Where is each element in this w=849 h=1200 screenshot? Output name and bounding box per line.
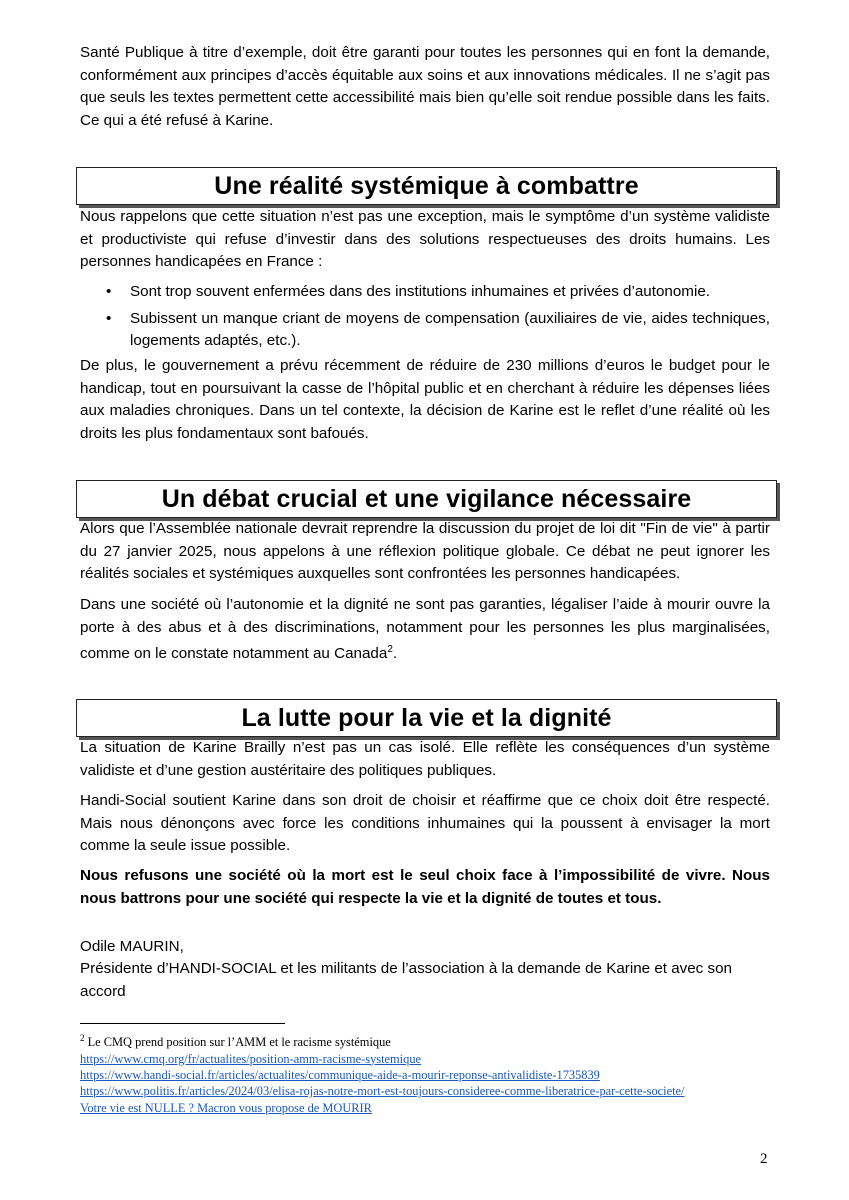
footnote-link-handi-social[interactable]: https://www.handi-social.fr/articles/actualites/communique-aide-a-mourir-reponse-antivalidiste-1735839 bbox=[80, 1067, 600, 1082]
intro-paragraph: Santé Publique à titre d’exemple, doit être garanti pour toutes les personnes qui en font la demande, conformément aux principes d’accès équitable aux soins et aux innovations médicales. Il ne s’agit pas que seuls les textes permettent cette accessibilité mais bien qu’elle soit rendue possible dans les faits. Ce qui a été refusé à Karine. bbox=[80, 44, 770, 129]
footnote-heading bbox=[80, 1030, 780, 1051]
signature-name: Odile MAURIN, bbox=[80, 938, 184, 955]
footnote-divider bbox=[80, 1023, 285, 1024]
bullet-icon: • bbox=[106, 309, 112, 327]
section1-paragraph-1: Nous rappelons que cette situation n’est pas une exception, mais le symptôme d’un système validiste et productiviste qui refuse d’investir dans des solutions respectueuses des droits humains. Les personnes handicapées en France : bbox=[80, 208, 770, 270]
list-item bbox=[100, 281, 770, 304]
list-item bbox=[100, 308, 770, 353]
page-number: 2 bbox=[760, 1151, 768, 1167]
section3-bold-statement: Nous refusons une société où la mort est le seul choix face à l’impossibilité de vivre. Nous nous battrons pour une société qui respecte la vie et la dignité de toutes et tous. bbox=[80, 867, 770, 907]
bullet-icon: • bbox=[106, 283, 112, 300]
section3-paragraph-1: La situation de Karine Brailly n’est pas un cas isolé. Elle reflète les conséquences d’un système validiste et d’une gestion austéritaire des politiques publiques. bbox=[80, 739, 770, 779]
section-heading-box bbox=[76, 699, 777, 737]
footnote-text: Le CMQ prend position sur l’AMM et le racisme systémique bbox=[84, 1035, 391, 1050]
section-heading-box bbox=[76, 480, 777, 518]
section2-paragraph-1: Alors que l’Assemblée nationale devrait reprendre la discussion du projet de loi dit "Fin de vie" à partir du 27 janvier 2025, nous appelons à une réflexion politique globale. Ce débat ne peut ignorer les réalités sociales et systémiques auxquelles sont confrontées les personnes handicapées. bbox=[80, 520, 770, 582]
footnote-link-cmq[interactable]: https://www.cmq.org/fr/actualites/position-amm-racisme-systemique bbox=[80, 1051, 422, 1066]
list-item-text: Sont trop souvent enfermées dans des institutions inhumaines et privées d’autonomie. bbox=[130, 283, 710, 300]
bullet-list bbox=[100, 281, 770, 357]
paragraph-end: . bbox=[392, 645, 398, 663]
footnote-reference: 2 bbox=[387, 644, 393, 655]
section-title: Un débat crucial et une vigilance nécessaire bbox=[161, 484, 692, 513]
footnote bbox=[80, 1030, 780, 1116]
section-heading-box bbox=[76, 167, 777, 205]
footnote-number: 2 bbox=[80, 1033, 85, 1043]
section-title: La lutte pour la vie et la dignité bbox=[241, 703, 612, 732]
footnote-link-votre-vie[interactable]: Votre vie est NULLE ? Macron vous propose de MOURIR bbox=[80, 1100, 372, 1115]
list-item-text: Subissent un manque criant de moyens de compensation (auxiliaires de vie, aides techniques, logements adaptés, etc.). bbox=[130, 309, 770, 349]
section2-paragraph-2 bbox=[80, 594, 770, 666]
section1-paragraph-2: De plus, le gouvernement a prévu récemment de réduire de 230 millions d’euros le budget pour le handicap, tout en poursuivant la casse de l’hôpital public et en cherchant à réduire les dépenses liées aux maladies chroniques. Dans un tel contexte, la décision de Karine est le reflet d’une réalité où les droits les plus fondamentaux sont bafoués. bbox=[80, 357, 770, 442]
section3-paragraph-2: Handi-Social soutient Karine dans son droit de choisir et réaffirme que ce choix doit être respecté. Mais nous dénonçons avec force les conditions inhumaines qui la poussent à envisager la mort comme la seule issue possible. bbox=[80, 792, 770, 854]
footnote-link-politis[interactable]: https://www.politis.fr/articles/2024/03/elisa-rojas-notre-mort-est-toujours-consideree-comme-liberatrice-par-cette-societe/ bbox=[80, 1084, 685, 1099]
signature-role: Présidente d’HANDI-SOCIAL et les militants de l’association à la demande de Karine et avec son accord bbox=[80, 960, 732, 1000]
paragraph-text: Dans une société où l’autonomie et la dignité ne sont pas garanties, légaliser l’aide à mourir ouvre la porte à des abus et à des discriminations, notamment pour les personnes les plus marginalisées, comme on le constate notamment au Canada bbox=[80, 596, 770, 663]
section-title: Une réalité systémique à combattre bbox=[214, 171, 639, 200]
